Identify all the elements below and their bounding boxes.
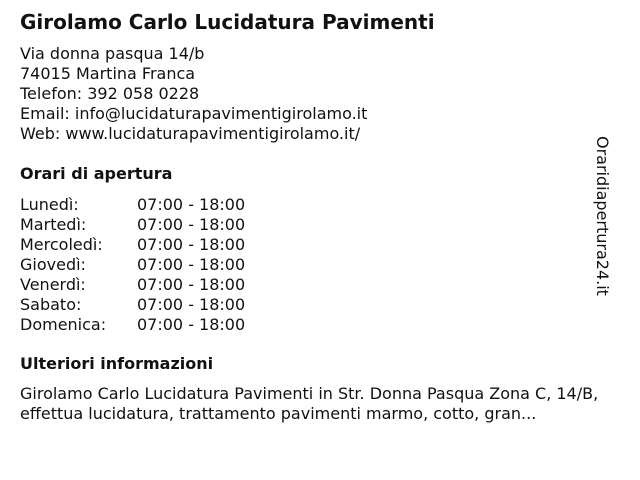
day-label: Lunedì: — [20, 195, 79, 214]
business-description: Girolamo Carlo Lucidatura Pavimenti in Str. Donna Pasqua Zona C, 14/B, effettua lucidatura, trattamento pavimenti marmo, cotto, gran... — [20, 384, 599, 423]
email-address: Email: info@lucidaturapavimentigirolamo.it — [20, 104, 368, 123]
time-range: 07:00 - 18:00 — [137, 295, 246, 314]
opening-hours-title: Orari di apertura — [20, 164, 173, 183]
time-range: 07:00 - 18:00 — [137, 315, 246, 334]
phone-number: Telefon: 392 058 0228 — [20, 84, 200, 103]
business-name: Girolamo Carlo Lucidatura Pavimenti — [20, 10, 435, 34]
address-line-2: 74015 Martina Franca — [20, 64, 196, 83]
time-range: 07:00 - 18:00 — [137, 215, 246, 234]
day-label: Sabato: — [20, 295, 82, 314]
side-brand-watermark — [593, 136, 634, 311]
brand-text: Oraridiapertura24.it — [593, 136, 612, 296]
address-line-1: Via donna pasqua 14/b — [20, 44, 205, 63]
contact-details — [20, 44, 367, 144]
time-range: 07:00 - 18:00 — [137, 255, 246, 274]
website-url: Web: www.lucidaturapavimentigirolamo.it/ — [20, 124, 361, 143]
day-label: Venerdì: — [20, 275, 86, 294]
time-range: 07:00 - 18:00 — [137, 195, 246, 214]
day-label: Giovedì: — [20, 255, 86, 274]
day-label: Martedì: — [20, 215, 87, 234]
time-range: 07:00 - 18:00 — [137, 275, 246, 294]
time-range: 07:00 - 18:00 — [137, 235, 246, 254]
day-label: Domenica: — [20, 315, 107, 334]
more-info-title: Ulteriori informazioni — [20, 354, 214, 373]
day-label: Mercoledì: — [20, 235, 103, 254]
